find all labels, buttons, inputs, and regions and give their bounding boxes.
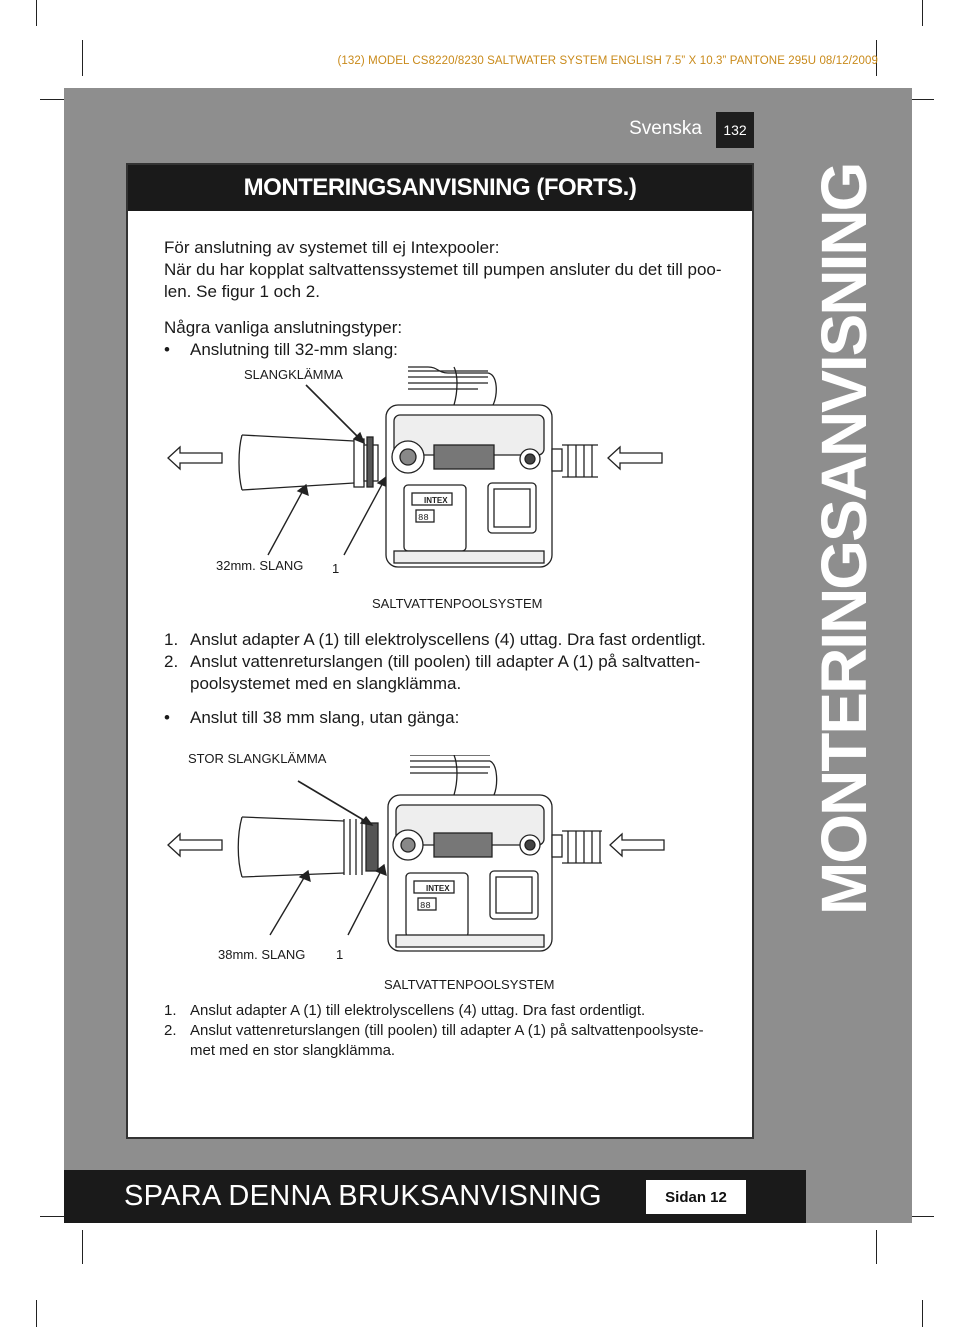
- crop-mark: [922, 1300, 923, 1327]
- step-number: 2.: [164, 652, 179, 671]
- crop-mark: [82, 1230, 83, 1264]
- flow-arrow-right-icon: [608, 447, 662, 469]
- hose: [238, 817, 242, 877]
- step-text: Anslut vattenreturslangen (till poolen) till adapter A (1) på saltvattenpoolsyste-met med en stor slangklämma.: [190, 1022, 704, 1059]
- flow-arrow-right-icon: [610, 834, 664, 856]
- footer-page-label: Sidan 12: [646, 1180, 746, 1214]
- hose-label: 38mm. SLANG: [218, 947, 306, 962]
- power-cord: [408, 367, 496, 405]
- crop-mark: [922, 0, 923, 26]
- hose-pointer-line: [268, 485, 306, 555]
- display-readout: 88: [418, 513, 429, 523]
- crop-mark: [876, 1230, 877, 1264]
- hose: [239, 435, 242, 490]
- clamp-pointer-arrow: [298, 781, 372, 825]
- language-label: Svenska: [629, 118, 702, 139]
- step-number: 1.: [164, 630, 179, 649]
- step-number: 1.: [164, 1002, 177, 1019]
- clamp-label: SLANGKLÄMMA: [244, 367, 343, 382]
- intro-line-2: När du har kopplat saltvattenssystemet till pumpen ansluter du det till poo-len. Se figur 1 och 2.: [164, 260, 722, 301]
- crop-mark: [82, 40, 83, 76]
- content-panel: [126, 163, 754, 1139]
- step-number: 2.: [164, 1022, 177, 1039]
- bullet-item-38mm: [164, 707, 459, 729]
- system-label: SALTVATTENPOOLSYSTEM: [384, 977, 555, 992]
- flow-arrow-left-icon: [168, 834, 222, 856]
- step-2-32mm: [164, 651, 724, 695]
- display-readout: 88: [420, 901, 431, 911]
- print-info-line: (132) MODEL CS8220/8230 SALTWATER SYSTEM ENGLISH 7.5” X 10.3” PANTONE 295U 08/12/2009: [337, 55, 878, 67]
- section-title: MONTERINGSANVISNING (FORTS.): [128, 165, 752, 211]
- page-number-box: 132: [716, 112, 754, 148]
- footer-bar: [64, 1170, 806, 1223]
- bullet-text: Anslut till 38 mm slang, utan gänga:: [190, 708, 460, 727]
- bullet-dot: •: [164, 340, 170, 359]
- power-cord: [410, 755, 497, 795]
- bullet-item-32mm: [164, 339, 398, 361]
- step-2-38mm: [164, 1021, 724, 1061]
- bullet-dot: •: [164, 708, 170, 727]
- connection-diagram-38mm: [158, 755, 678, 977]
- crop-mark: [36, 1300, 37, 1327]
- intro-line-1: För anslutning av systemet till ej Intexpooler:: [164, 238, 500, 257]
- step-text: Anslut vattenreturslangen (till poolen) till adapter A (1) på saltvatten-poolsystemet med en slangklämma.: [190, 652, 701, 693]
- adapter-pointer-line: [348, 865, 384, 935]
- crop-mark: [36, 0, 37, 26]
- adapter-label: 1: [336, 947, 344, 962]
- side-tab-title: MONTERINGSANVISNING: [808, 163, 880, 915]
- hose-clamp: [354, 439, 364, 487]
- footer-text: SPARA DENNA BRUKSANVISNING: [124, 1180, 602, 1212]
- adapter-label: 1: [332, 561, 340, 576]
- types-heading: Några vanliga anslutningstyper:: [164, 318, 403, 337]
- clamp-pointer-arrow: [306, 385, 364, 443]
- hose-label: 32mm. SLANG: [216, 558, 304, 573]
- step-1-32mm: [164, 629, 724, 651]
- connection-diagram-32mm: [158, 365, 678, 595]
- adapter-pointer-line: [344, 477, 386, 555]
- clamp-label: STOR SLANGKLÄMMA: [188, 751, 327, 766]
- brand-logo: INTEX: [426, 884, 450, 893]
- step-text: Anslut adapter A (1) till elektrolyscellens (4) uttag. Dra fast ordentligt.: [190, 1002, 646, 1019]
- hose-pointer-line: [270, 871, 308, 935]
- flow-arrow-left-icon: [168, 447, 222, 469]
- system-label: SALTVATTENPOOLSYSTEM: [372, 596, 543, 611]
- hose-clamp: [366, 823, 378, 871]
- step-text: Anslut adapter A (1) till elektrolyscellens (4) uttag. Dra fast ordentligt.: [190, 630, 706, 649]
- step-1-38mm: [164, 1001, 724, 1021]
- brand-logo: INTEX: [424, 496, 448, 505]
- bullet-text: Anslutning till 32-mm slang:: [190, 340, 398, 359]
